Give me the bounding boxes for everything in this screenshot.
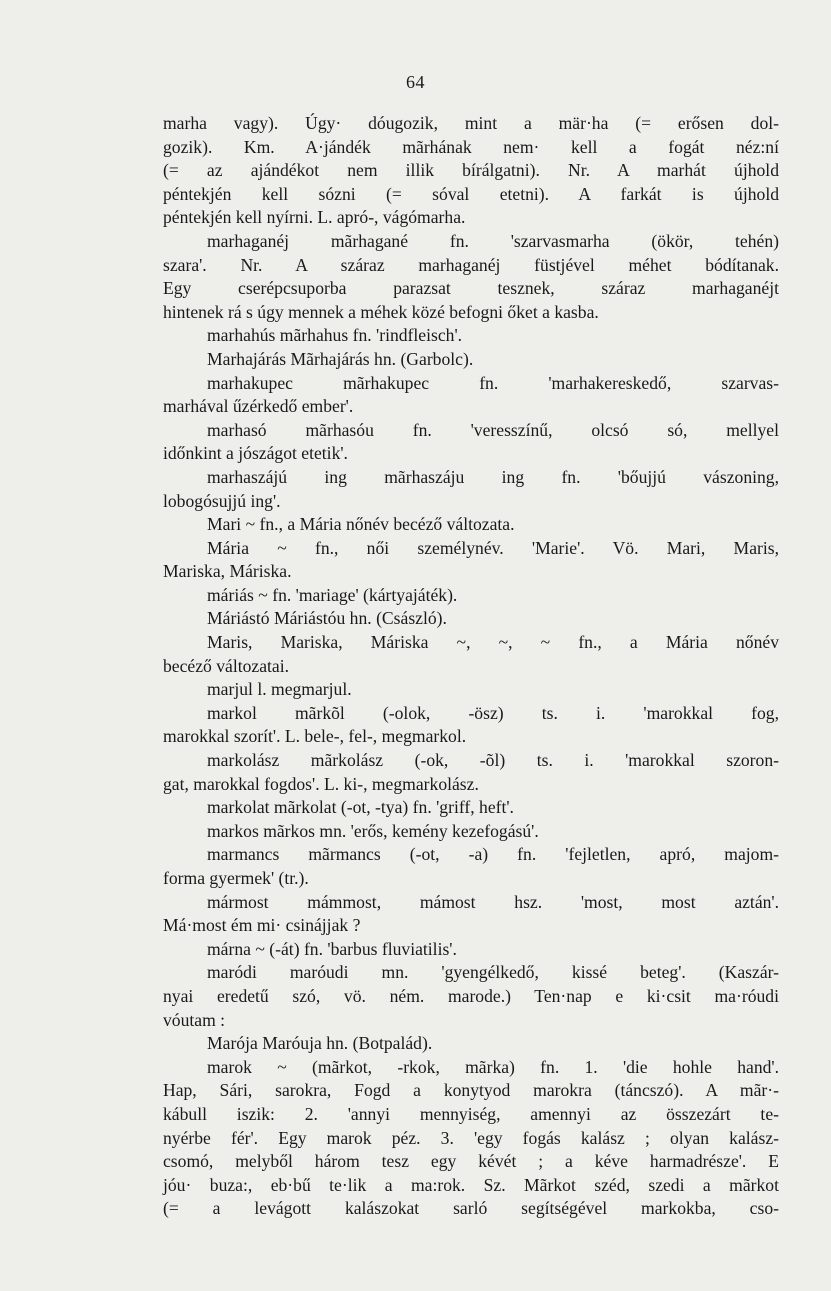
- text-line: Má·most ém mi· csinájjak ?: [163, 915, 361, 936]
- text-line: (= az ajándékot nem illik bírálgatni). Nr. A marhát újhold: [163, 160, 779, 181]
- text-line: nyérbe fér'. Egy marok péz. 3. 'egy fogás kalász ; olyan kalász-: [163, 1127, 779, 1148]
- text-line: Mária ~ fn., női személynév. 'Marie'. Vö. Mari, Maris,: [207, 537, 779, 558]
- text-line: marjul l. megmarjul.: [207, 679, 352, 700]
- text-line: Hap, Sári, sarokra, Fogd a konytyod marokra (táncszó). A mãr·-: [163, 1080, 779, 1101]
- text-line: markolat mãrkolat (-ot, -tya) fn. 'griff, heft'.: [207, 797, 514, 818]
- text-line: markol mãrkõl (-olok, -ösz) ts. i. 'marokkal fog,: [207, 702, 779, 723]
- text-line: marok ~ (mãrkot, -rkok, mãrka) fn. 1. 'die hohle hand'.: [207, 1056, 779, 1077]
- text-line: (= a levágott kalászokat sarló segítségével markokba, cso-: [163, 1198, 779, 1219]
- text-line: gat, marokkal fogdos'. L. ki-, megmarkolász.: [163, 773, 479, 794]
- text-line: becéző változatai.: [163, 655, 290, 676]
- text-line: hintenek rá s úgy mennek a méhek közé befogni őket a kasba.: [163, 301, 599, 322]
- text-line: mármost mámmost, mámost hsz. 'most, most aztán'.: [207, 891, 779, 912]
- page-number: 64: [406, 72, 425, 92]
- text-line: Marhajárás Mãrhajárás hn. (Garbolc).: [207, 348, 474, 369]
- text-line: csomó, melyből három tesz egy kévét ; a kéve harmadrésze'. E: [163, 1151, 779, 1172]
- text-line: lobogósujjú ing'.: [163, 490, 281, 511]
- text-line: marmancs mãrmancs (-ot, -a) fn. 'fejletlen, apró, majom-: [207, 844, 779, 865]
- text-line: Maris, Mariska, Máriska ~, ~, ~ fn., a Mária nőnév: [207, 632, 779, 653]
- text-line: marhakupec mãrhakupec fn. 'marhakereskedő, szarvas-: [207, 372, 779, 393]
- text-line: nyai eredetű szó, vö. ném. marode.) Ten·nap e ki·csit ma·róudi: [163, 985, 779, 1006]
- text-line: kábull iszik: 2. 'annyi mennyiség, amennyi az összezárt te-: [163, 1103, 779, 1124]
- text-line: marokkal szorít'. L. bele-, fel-, megmarkol.: [163, 726, 467, 747]
- text-line: markolász mãrkolász (-ok, -õl) ts. i. 'marokkal szoron-: [207, 750, 779, 771]
- text-line: jóu· buza:, eb·bű te·lik a ma:rok. Sz. Mãrkot széd, szedi a mãrkot: [163, 1174, 779, 1195]
- text-line: markos mãrkos mn. 'erős, kemény kezefogású'.: [207, 820, 539, 841]
- text-line: Mariska, Máriska.: [163, 561, 292, 582]
- text-line: Marója Maróuja hn. (Botpalád).: [207, 1033, 433, 1054]
- text-line: Egy cserépcsuporba parazsat tesznek, száraz marhaganéjt: [163, 278, 779, 299]
- text-line: vóutam :: [163, 1009, 226, 1030]
- text-line: marhaszájú ing mãrhaszáju ing fn. 'bőujjú vászoning,: [207, 466, 779, 487]
- text-line: máriás ~ fn. 'mariage' (kártyajáték).: [207, 584, 458, 605]
- text-line: szara'. Nr. A száraz marhaganéj füstjével méhet bódítanak.: [163, 254, 779, 275]
- text-line: marhával űzérkedő ember'.: [163, 396, 354, 417]
- text-line: márna ~ (-át) fn. 'barbus fluviatilis'.: [207, 938, 457, 959]
- text-line: marha vagy). Úgy· dóugozik, mint a mär·ha (= erősen dol-: [163, 113, 779, 133]
- text-line: gozik). Km. A·jándék mãrhának nem· kell a fogát néz:ní: [163, 136, 779, 157]
- text-line: Mari ~ fn., a Mária nőnév becéző változata.: [207, 514, 515, 535]
- text-line: marhasó mãrhasóu fn. 'veresszínű, olcsó só, mellyel: [207, 419, 779, 440]
- text-line: időnkint a jószágot etetik'.: [163, 443, 348, 464]
- dictionary-text-column: [163, 112, 779, 1221]
- text-line: péntekjén kell nyírni. L. apró-, vágómarha.: [163, 207, 466, 228]
- text-line: forma gyermek' (tr.).: [163, 868, 309, 888]
- text-line: marhaganéj mãrhagané fn. 'szarvasmarha (ökör, tehén): [207, 230, 779, 251]
- text-line: péntekjén kell sózni (= sóval etetni). A farkát is újhold: [163, 183, 779, 204]
- text-line: maródi maróudi mn. 'gyengélkedő, kissé beteg'. (Kaszár-: [207, 962, 779, 983]
- text-line: marhahús mãrhahus fn. 'rindfleisch'.: [207, 325, 463, 346]
- text-line: Máriástó Máriástóu hn. (Császló).: [207, 608, 447, 629]
